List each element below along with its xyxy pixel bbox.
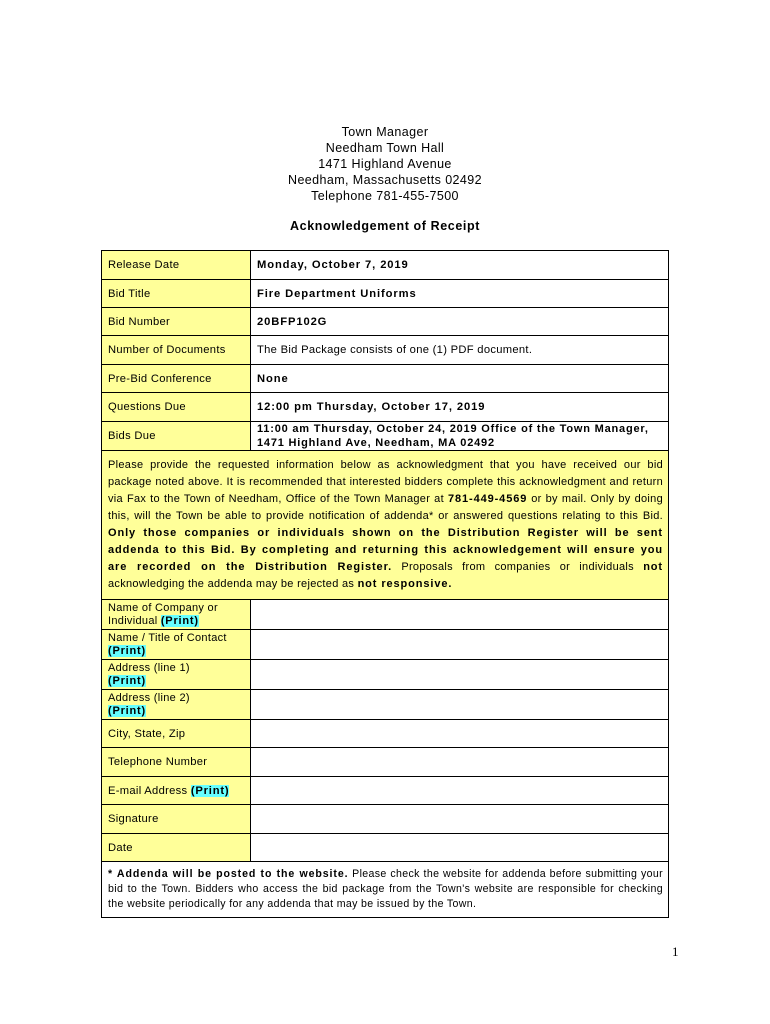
- table-row: [102, 630, 669, 660]
- number-of-documents-value: The Bid Package consists of one (1) PDF document.: [251, 336, 669, 365]
- release-date-value: Monday, October 7, 2019: [251, 251, 669, 280]
- pre-bid-conference-label: Pre-Bid Conference: [102, 365, 251, 393]
- contact-name-field[interactable]: [251, 630, 669, 660]
- addenda-footnote: [102, 862, 669, 918]
- questions-due-label: Questions Due: [102, 393, 251, 422]
- table-row: [102, 308, 669, 336]
- address-line2-field[interactable]: [251, 690, 669, 720]
- company-name-label: [102, 600, 251, 630]
- bid-number-value: 20BFP102G: [251, 308, 669, 336]
- instructions-text: Proposals from companies or individuals: [392, 560, 644, 573]
- table-row: [102, 660, 669, 690]
- instructions-text: acknowledging the addenda may be rejected as: [108, 577, 358, 590]
- address-line1-label: [102, 660, 251, 690]
- release-date-label: Release Date: [102, 251, 251, 280]
- email-label: [102, 777, 251, 805]
- bid-title-value: Fire Department Uniforms: [251, 280, 669, 308]
- table-row: [102, 336, 669, 365]
- company-name-field[interactable]: [251, 600, 669, 630]
- letterhead-line: Needham Town Hall: [325, 141, 445, 155]
- table-row: [102, 805, 669, 834]
- telephone-field[interactable]: [251, 748, 669, 777]
- page-number: 1: [672, 944, 679, 959]
- letterhead-line: Needham, Massachusetts 02492: [288, 173, 482, 187]
- table-row: [102, 834, 669, 862]
- city-state-zip-field[interactable]: [251, 720, 669, 748]
- print-tag: (Print): [108, 704, 146, 717]
- bids-due-label: Bids Due: [102, 422, 251, 451]
- footnote-text: Please check the website for addenda before submitting your bid to the Town. Bidders who access the bid package from the Town's website are responsible for checking the website periodically for any addenda that may be issued by the Town.: [108, 868, 664, 910]
- field-label: Name of Company or Individual: [108, 601, 218, 627]
- acknowledgement-form: [101, 250, 669, 918]
- city-state-zip-label: City, State, Zip: [102, 720, 251, 748]
- table-row: [102, 748, 669, 777]
- number-of-documents-label: Number of Documents: [102, 336, 251, 365]
- table-row: [102, 393, 669, 422]
- bid-number-label: Bid Number: [102, 308, 251, 336]
- table-row: [102, 422, 669, 451]
- letterhead: [0, 124, 770, 204]
- questions-due-value: 12:00 pm Thursday, October 17, 2019: [251, 393, 669, 422]
- email-field[interactable]: [251, 777, 669, 805]
- instructions-text: Please provide the requested information below as acknowledgment that you have received our bid package noted above. It is recommended that interested bidders complete this acknowledgment and return via Fax to the Town of Needham, Office of the Town Manager at: [108, 459, 663, 506]
- page-title: Acknowledgement of Receipt: [290, 219, 480, 233]
- table-row: [102, 251, 669, 280]
- table-row: [102, 451, 669, 600]
- address-line1-field[interactable]: [251, 660, 669, 690]
- bids-due-value: 11:00 am Thursday, October 24, 2019 Office of the Town Manager, 1471 Highland Ave, Needham, MA 02492: [251, 422, 669, 451]
- table-row: [102, 600, 669, 630]
- table-row: [102, 280, 669, 308]
- field-label: Address (line 1): [108, 661, 190, 674]
- field-label: Address (line 2): [108, 691, 190, 704]
- print-tag: (Print): [190, 784, 230, 797]
- instructions-paragraph: [102, 451, 669, 600]
- table-row: [102, 777, 669, 805]
- address-line2-label: [102, 690, 251, 720]
- letterhead-line: Telephone 781-455-7500: [311, 189, 459, 203]
- signature-field[interactable]: [251, 805, 669, 834]
- print-tag: (Print): [160, 614, 199, 627]
- distribution-register-notice: Only those companies or individuals shown on the Distribution Register will be sent addenda to this Bid. By completing and returning this acknowledgement will ensure you are recorded on the Distribution Register.: [108, 527, 663, 573]
- print-tag: (Print): [108, 674, 146, 687]
- table-row: [102, 365, 669, 393]
- date-label: Date: [102, 834, 251, 862]
- footnote-heading: * Addenda will be posted to the website.: [108, 868, 349, 881]
- instructions-text: or by mail. Only by doing this, will the Town be able to provide notification of addenda* or answered questions relating to this Bid.: [108, 493, 663, 523]
- table-row: [102, 862, 669, 918]
- emphasis-not: not: [643, 560, 663, 573]
- not-responsive-notice: not responsive.: [357, 577, 453, 590]
- field-label: E-mail Address: [108, 784, 188, 797]
- print-tag: (Print): [108, 644, 146, 657]
- pre-bid-conference-value: None: [251, 365, 669, 393]
- fax-number: 781-449-4569: [447, 493, 528, 506]
- letterhead-line: 1471 Highland Avenue: [318, 157, 452, 171]
- signature-label: Signature: [102, 805, 251, 834]
- telephone-label: Telephone Number: [102, 748, 251, 777]
- table-row: [102, 720, 669, 748]
- letterhead-line: Town Manager: [341, 125, 429, 139]
- date-field[interactable]: [251, 834, 669, 862]
- bid-title-label: Bid Title: [102, 280, 251, 308]
- field-label: Name / Title of Contact: [108, 631, 227, 644]
- table-row: [102, 690, 669, 720]
- contact-name-label: [102, 630, 251, 660]
